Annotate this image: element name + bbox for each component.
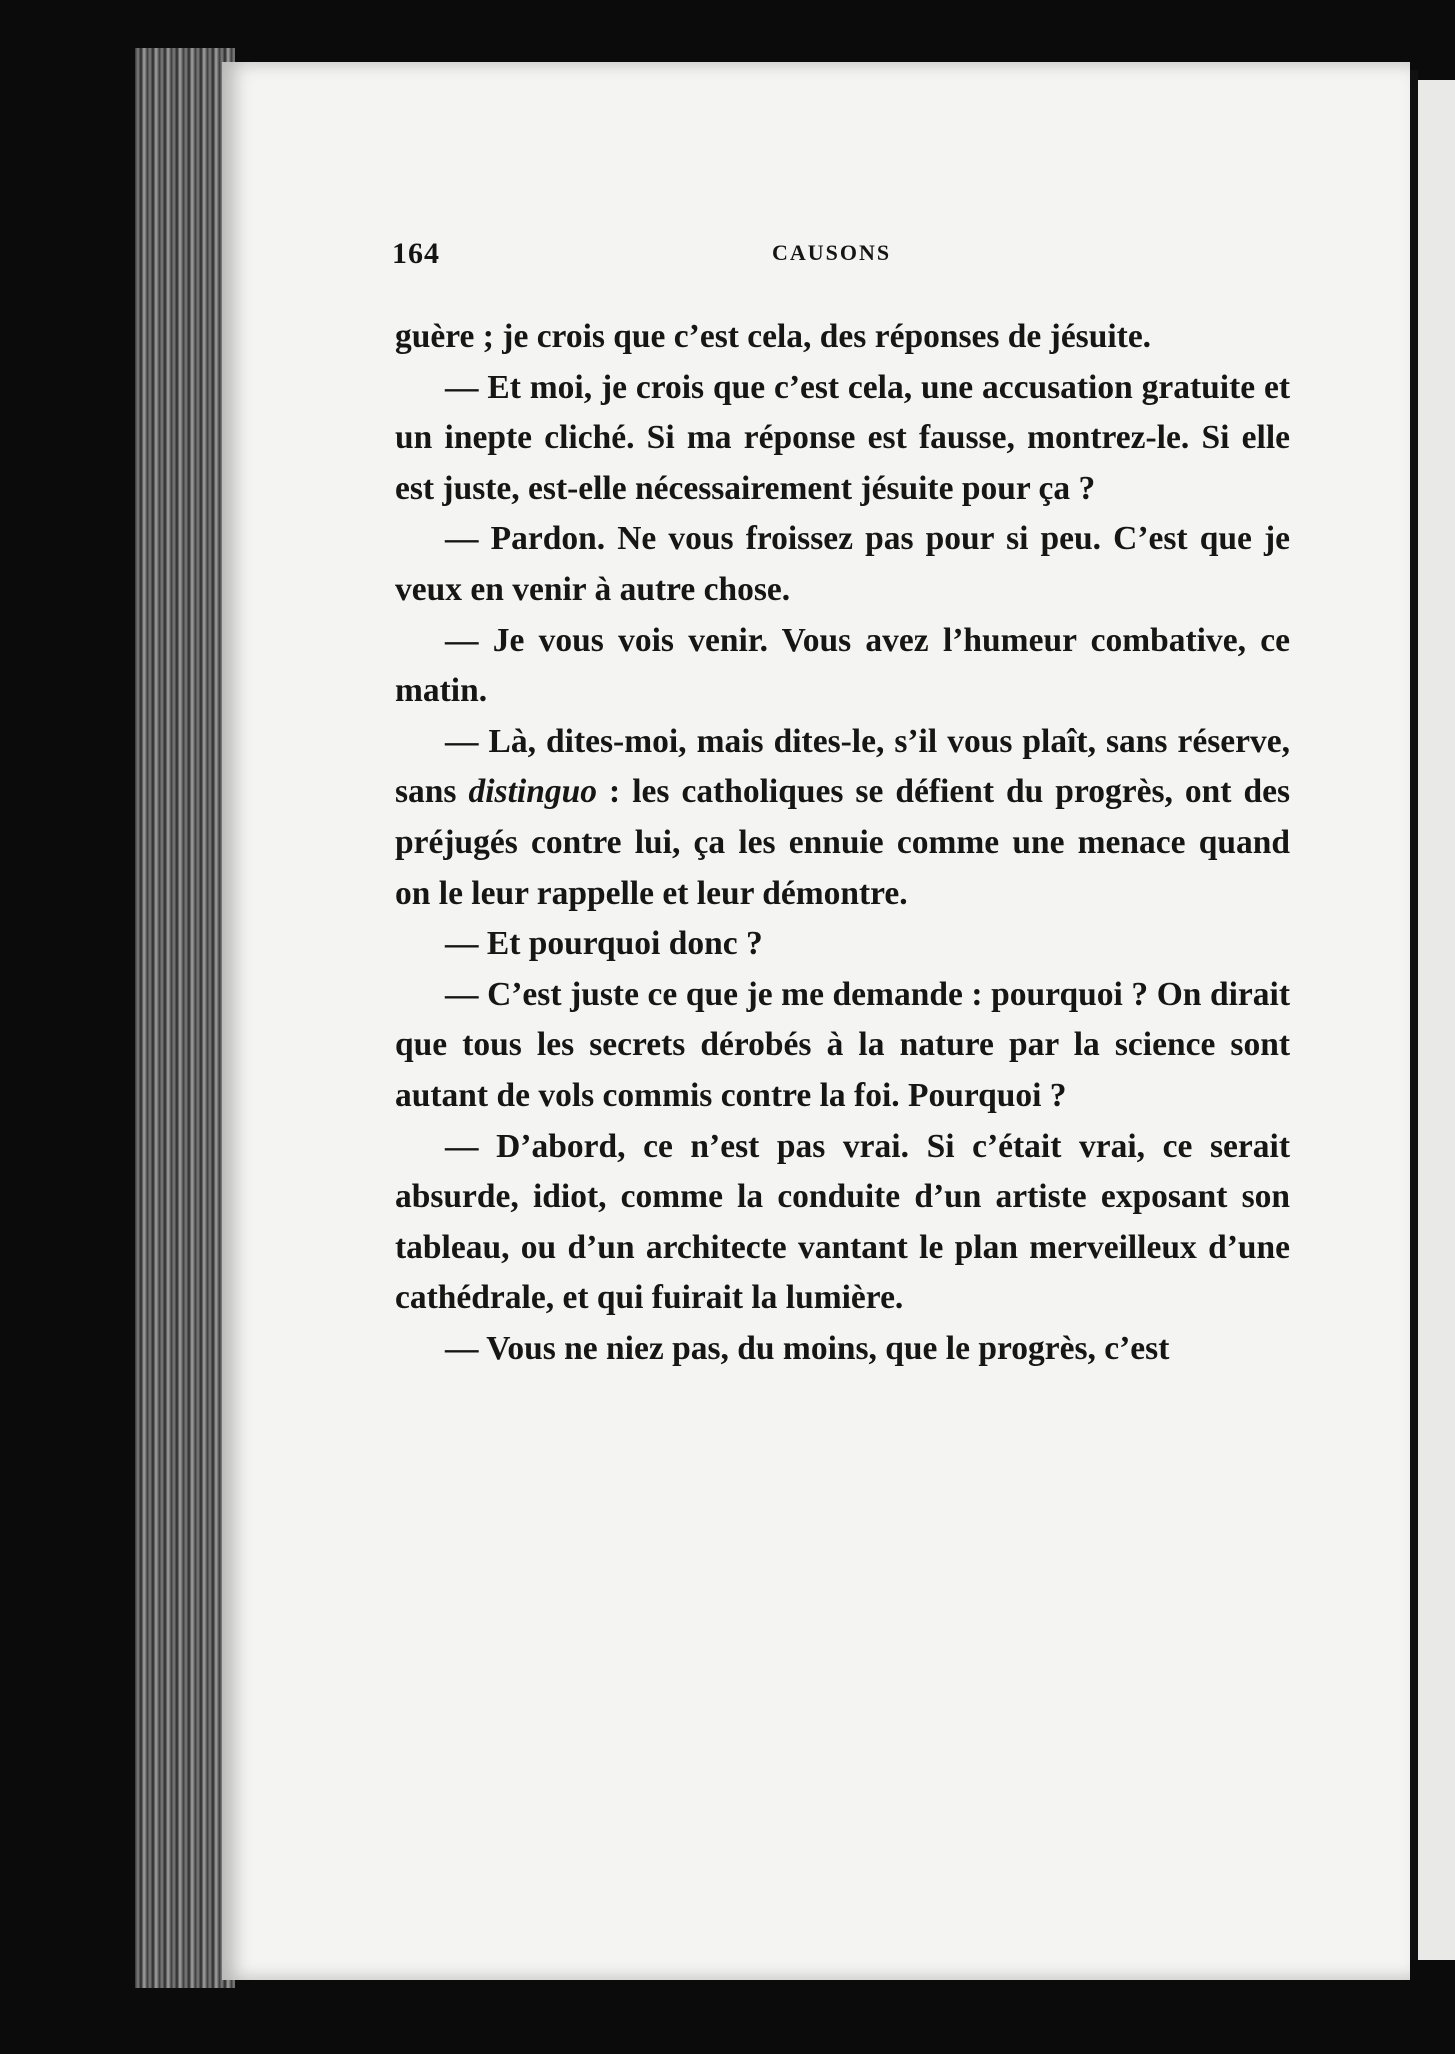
- paragraph-text-before: — Là, dites-moi, mais dites-le, s’il vous plaît, sans réserve, sans: [395, 722, 1290, 811]
- italic-term: distinguo: [468, 773, 597, 811]
- paragraph-text-after: : les catholiques se défient du progrès, ont des préjugés contre lui, ça les ennuie comme une menace quand on le leur rappelle et leur démontre.: [395, 773, 1290, 912]
- paragraph: — Vous ne niez pas, du moins, que le progrès, c’est: [445, 1329, 1170, 1367]
- paragraph: — Je vous vois venir. Vous avez l’humeur combative, ce matin.: [395, 621, 1290, 710]
- page-edges-gutter: [135, 48, 235, 1988]
- next-page-edge: [1410, 70, 1418, 1960]
- running-head: CAUSONS: [772, 240, 892, 265]
- page-number: 164: [392, 237, 440, 270]
- paragraph: — C’est juste ce que je me demande : pourquoi ? On dirait que tous les secrets dérobés à la nature par la science sont autant de vols commis contre la foi. Pourquoi ?: [395, 975, 1290, 1114]
- paragraph: [395, 717, 1290, 919]
- paragraph: guère ; je crois que c’est cela, des réponses de jésuite.: [395, 318, 1152, 355]
- paragraph: — Et pourquoi donc ?: [445, 925, 763, 963]
- body-text: [395, 312, 1290, 1374]
- paragraph: — Pardon. Ne vous froissez pas pour si peu. C’est que je veux en venir à autre chose.: [395, 520, 1290, 608]
- next-page-margin: [1418, 80, 1455, 1960]
- paragraph: — Et moi, je crois que c’est cela, une accusation gratuite et un inepte cliché. Si ma réponse est fausse, montrez-le. Si elle est juste, est-elle nécessairement jésuite pour ça ?: [395, 368, 1290, 507]
- page-header: [392, 237, 1292, 277]
- paragraph: — D’abord, ce n’est pas vrai. Si c’était vrai, ce serait absurde, idiot, comme la conduite d’un artiste exposant son tableau, ou d’un architecte vantant le plan merveilleux d’une cathédrale, et qui fuirait la lumière.: [395, 1127, 1290, 1317]
